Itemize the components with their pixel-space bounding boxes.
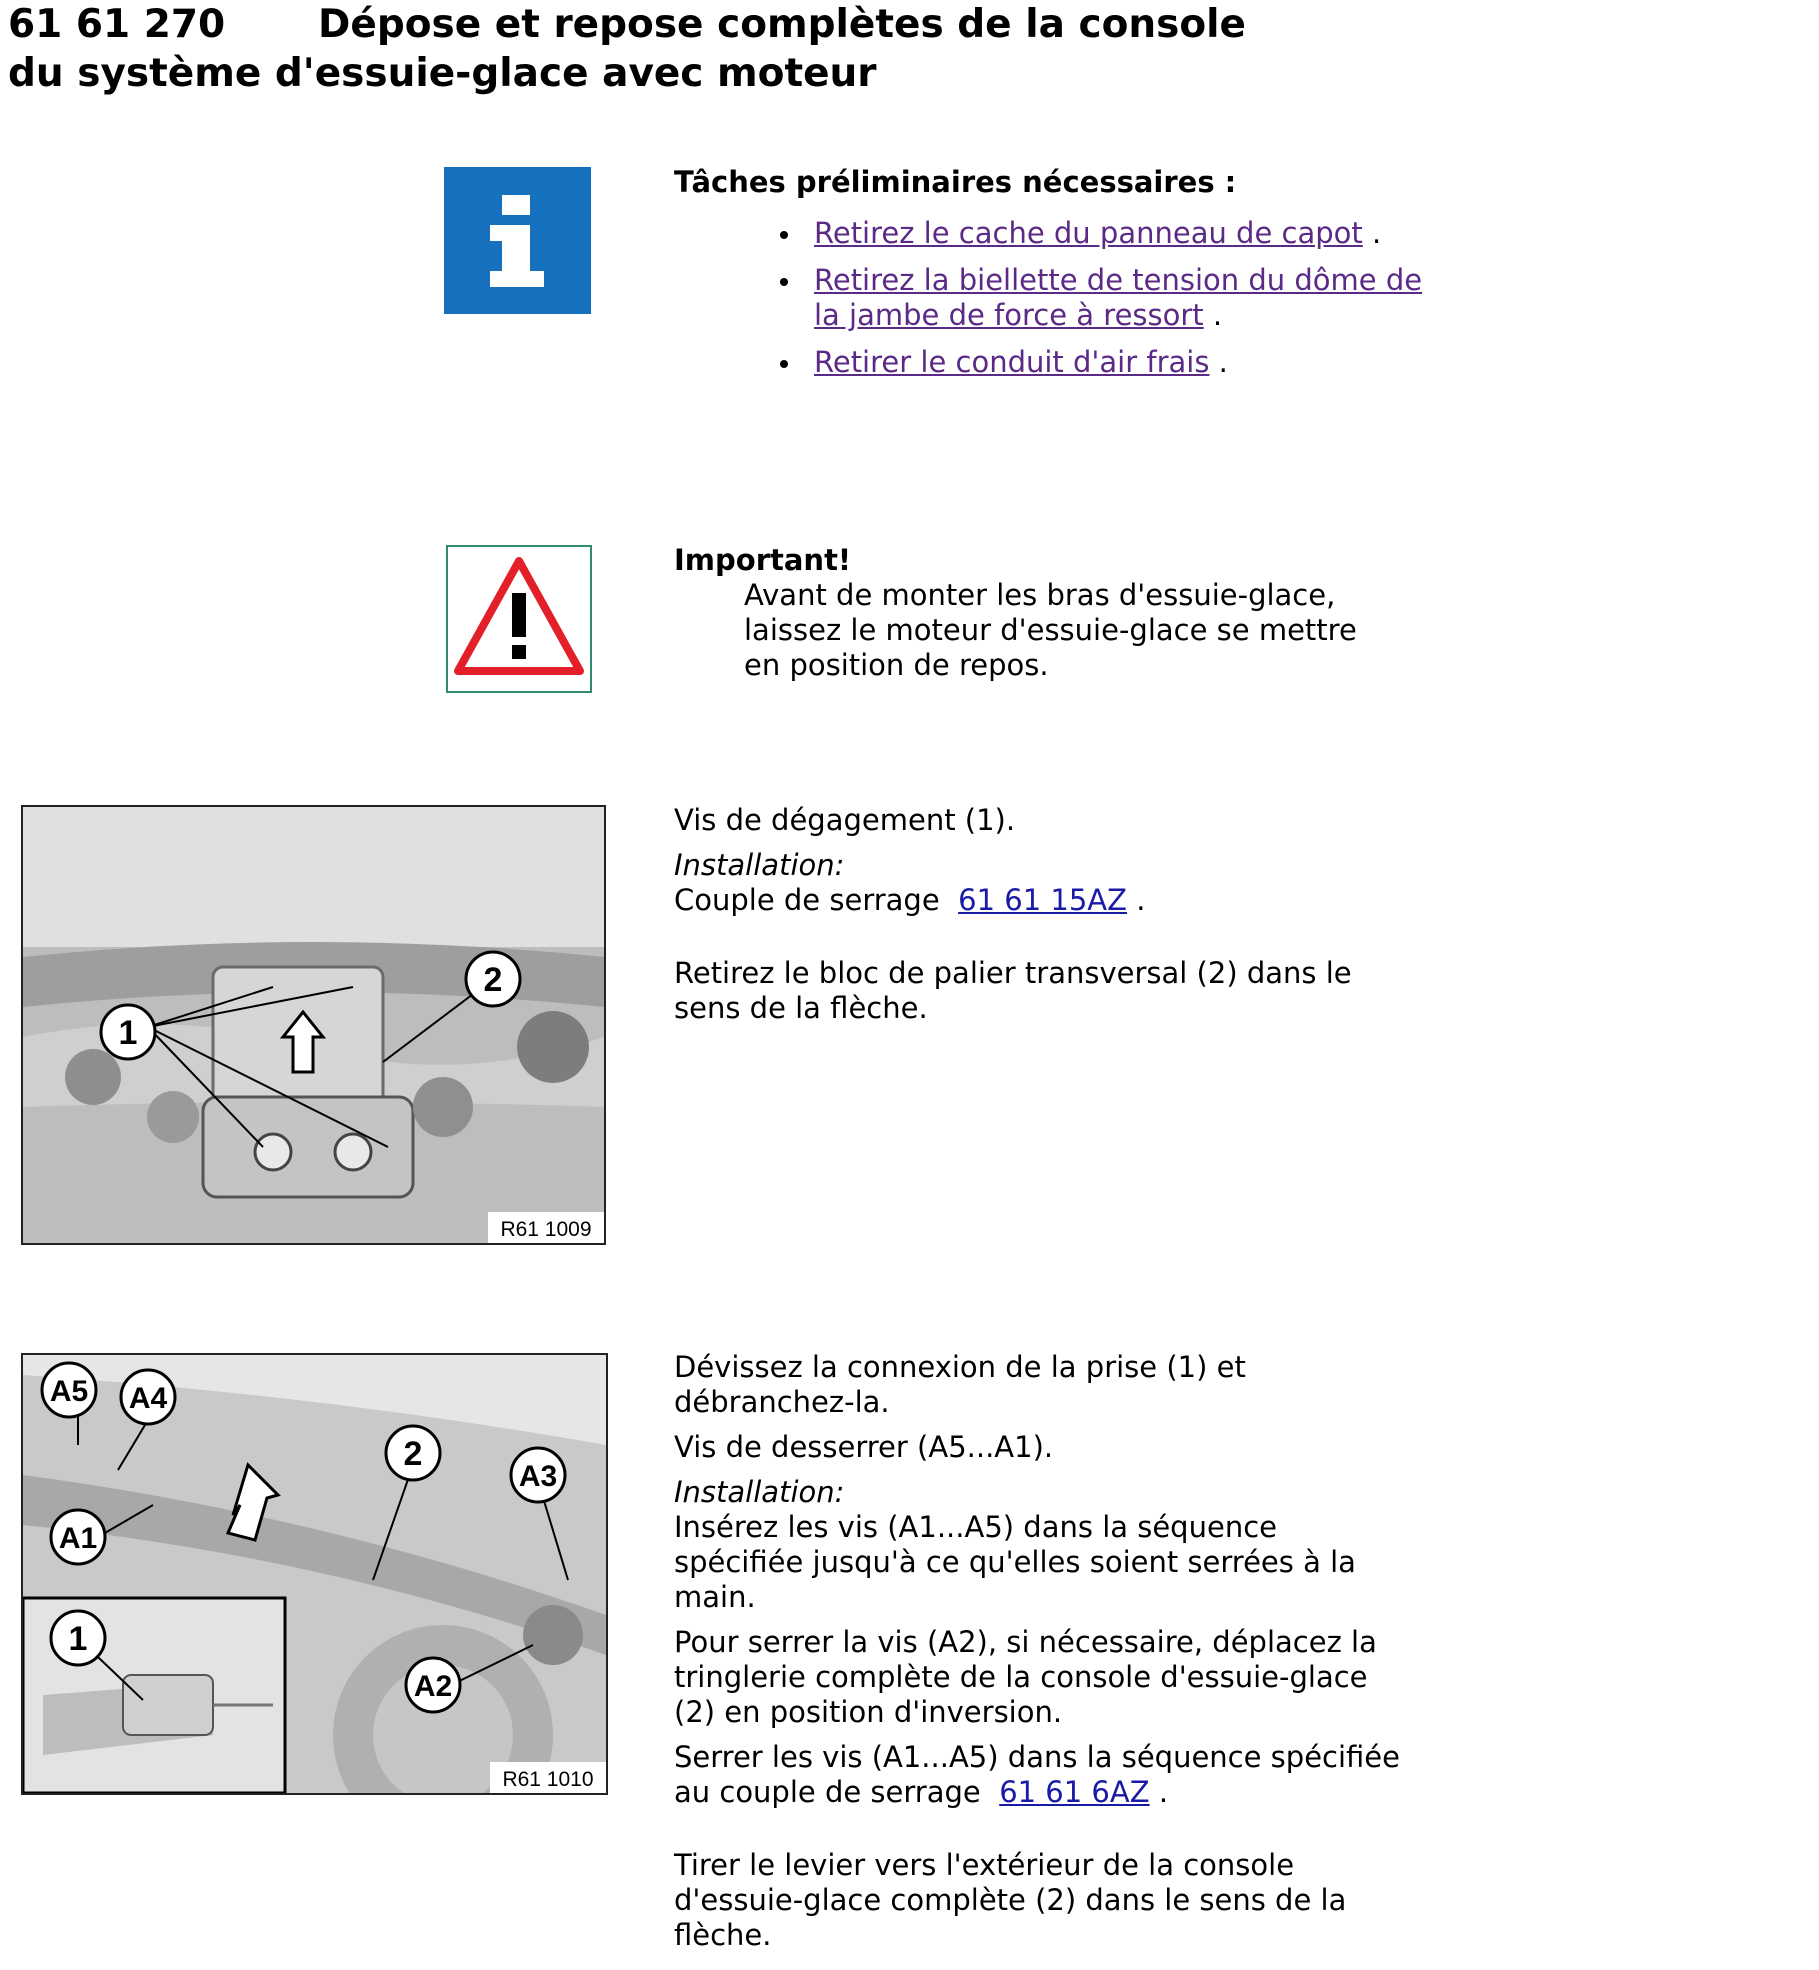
svg-text:A5: A5	[49, 1375, 89, 1408]
svg-text:1: 1	[68, 1620, 88, 1658]
step1-text	[674, 803, 1414, 1036]
prerequisites-heading: Tâches préliminaires nécessaires :	[674, 165, 1237, 199]
svg-text:A1: A1	[58, 1522, 98, 1555]
svg-text:A2: A2	[413, 1670, 453, 1703]
step1-torque: Couple de serrage 61 61 15AZ .	[674, 883, 1146, 917]
figure-r61-1009	[21, 805, 606, 1245]
torque-link-61-61-15az[interactable]: 61 61 15AZ	[958, 883, 1127, 917]
procedure-code: 61 61 270	[8, 2, 226, 47]
callout-a5	[42, 1363, 96, 1417]
list-item: Retirez la biellette de tension du dôme de la jambe de force à ressort .	[814, 263, 1434, 333]
prerequisites-section	[674, 165, 1434, 392]
svg-text:2: 2	[483, 961, 503, 999]
procedure-title: Dépose et repose complètes de la console du système d'essuie-glace avec moteur	[8, 2, 1246, 96]
svg-text:A3: A3	[518, 1460, 558, 1493]
callout-a4	[121, 1370, 175, 1424]
callout-1	[51, 1611, 105, 1665]
step1-remove-bearing-block: Retirez le bloc de palier transversal (2) dans le sens de la flèche.	[674, 956, 1352, 1025]
callout-2	[466, 952, 520, 1006]
step1-release-screws: Vis de dégagement (1).	[674, 803, 1016, 837]
callout-a3	[511, 1448, 565, 1502]
step2-pull-lever: Tirer le levier vers l'extérieur de la console d'essuie-glace complète (2) dans le sens de la flèche.	[674, 1848, 1347, 1952]
list-item: Retirer le conduit d'air frais .	[814, 345, 1434, 380]
step2-installation-label: Installation:	[674, 1475, 845, 1509]
svg-text:A4: A4	[128, 1382, 168, 1415]
callout-1	[101, 1005, 155, 1059]
warning-heading: Important!	[674, 543, 852, 577]
warning-triangle-icon	[446, 545, 592, 693]
step1-installation-label: Installation:	[674, 848, 845, 882]
warning-section	[674, 543, 1394, 683]
torque-link-61-61-6az[interactable]: 61 61 6AZ	[999, 1775, 1150, 1809]
link-remove-fresh-air-duct[interactable]: Retirer le conduit d'air frais	[814, 345, 1210, 379]
figure-label: R61 1009	[500, 1218, 592, 1241]
callout-2	[386, 1426, 440, 1480]
warning-text: Avant de monter les bras d'essuie-glace, laissez le moteur d'essuie-glace se mettre en position de repos.	[744, 578, 1357, 682]
step2-torque: Serrer les vis (A1...A5) dans la séquence spécifiée au couple de serrage 61 61 6AZ .	[674, 1740, 1400, 1809]
page-title	[8, 0, 1308, 98]
svg-text:2: 2	[403, 1435, 423, 1473]
figure-label: R61 1010	[502, 1768, 594, 1791]
list-item: Retirez le cache du panneau de capot .	[814, 216, 1434, 251]
figure-r61-1010	[21, 1353, 608, 1795]
step2-disconnect-plug: Dévissez la connexion de la prise (1) et débranchez-la.	[674, 1350, 1246, 1419]
step2-tighten-a2: Pour serrer la vis (A2), si nécessaire, déplacez la tringlerie complète de la console d'essuie-glace (2) en position d'inversion.	[674, 1625, 1377, 1729]
info-icon	[444, 167, 591, 314]
callout-a1	[51, 1510, 105, 1564]
link-remove-hood-cover[interactable]: Retirez le cache du panneau de capot	[814, 216, 1363, 250]
step2-loosen-screws: Vis de desserrer (A5...A1).	[674, 1430, 1054, 1464]
svg-text:1: 1	[118, 1014, 138, 1052]
link-remove-strut-brace[interactable]: Retirez la biellette de tension du dôme de la jambe de force à ressort	[814, 263, 1423, 332]
prerequisites-list	[674, 216, 1434, 380]
step2-insert-screws: Insérez les vis (A1...A5) dans la séquence spécifiée jusqu'à ce qu'elles soient serrées à la main.	[674, 1510, 1356, 1614]
callout-a2	[406, 1658, 460, 1712]
step2-text	[674, 1350, 1414, 1963]
